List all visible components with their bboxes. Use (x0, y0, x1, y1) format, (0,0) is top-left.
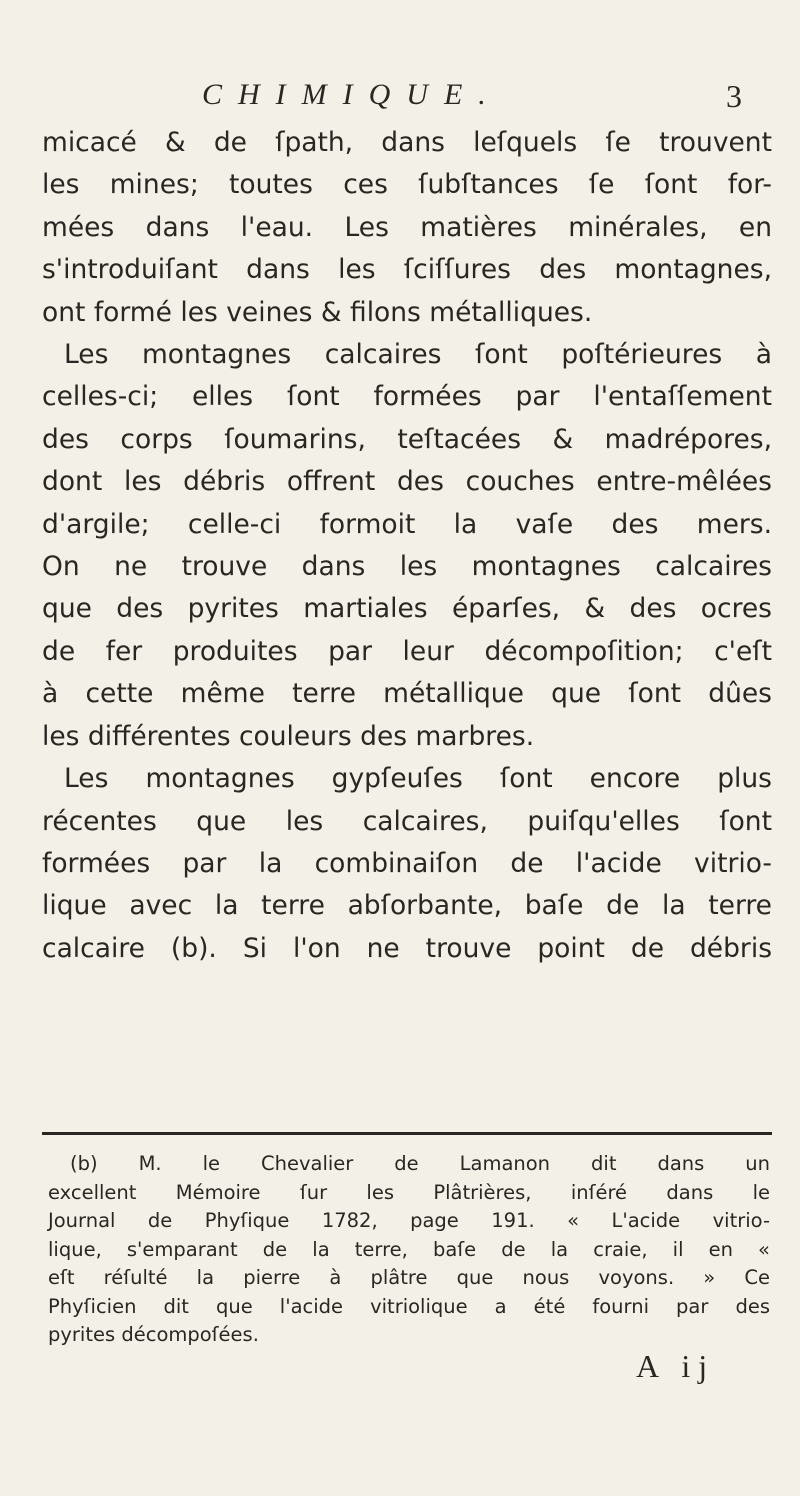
signature-mark: A ij (636, 1348, 716, 1384)
footnote-line: lique, s'emparant de la terre, baſe de la craie, il en « (48, 1237, 770, 1261)
page-number: 3 (726, 78, 742, 114)
body-line: mées dans l'eau. Les matières minérales, en (42, 211, 772, 243)
footnote-line: eſt réſulté la pierre à plâtre que nous voyons. » Ce (48, 1266, 770, 1289)
body-line: à cette même terre métallique que ſont dûes (42, 678, 772, 710)
footnote-divider (42, 1132, 772, 1135)
body-line: ont formé les veines & filons métalliques. (42, 296, 593, 328)
footnote-line: pyrites décompoſées. (48, 1323, 259, 1346)
body-line: calcaire (b). Si l'on ne trouve point de débris (42, 932, 772, 964)
body-line: récentes que les calcaires, puiſqu'elles ſont (42, 805, 772, 837)
body-line: celles-ci; elles ſont formées par l'entaſſement (42, 381, 772, 413)
body-line: micacé & de ſpath, dans leſquels ſe trouvent (42, 127, 772, 158)
body-line: que des pyrites martiales éparſes, & des ocres (42, 593, 772, 625)
body-line: lique avec la terre abſorbante, baſe de la terre (42, 890, 772, 922)
body-line: Les montagnes gypſeuſes ſont encore plus (64, 763, 772, 795)
body-line: d'argile; celle-ci formoit la vaſe des mers. (42, 508, 772, 540)
body-line: On ne trouve dans les montagnes calcaires (42, 551, 772, 583)
body-line: s'introduiſant dans les ſciſſures des montagnes, (42, 254, 772, 286)
body-line: formées par la combinaiſon de l'acide vitrio- (42, 847, 772, 879)
body-line: de fer produites par leur décompoſition; c'eſt (42, 635, 772, 667)
body-line: des corps ſoumarins, teſtacées & madrépores, (42, 423, 772, 455)
running-head (42, 78, 772, 118)
footnote (48, 1150, 770, 1350)
body-line: Les montagnes calcaires ſont poſtérieures à (64, 339, 772, 371)
footnote-line: excellent Mémoire ſur les Plâtrières, inſéré dans le (48, 1180, 770, 1204)
footnote-line: Phyſicien dit que l'acide vitriolique a été fourni par des (48, 1294, 770, 1318)
body-text (42, 122, 772, 970)
body-line: dont les débris offrent des couches entre-mêlées (42, 466, 772, 498)
body-line: les différentes couleurs des marbres. (42, 720, 535, 752)
running-title: CHIMIQUE. (202, 78, 502, 111)
footnote-line: Journal de Phyſique 1782, page 191. « L'acide vitrio- (48, 1209, 770, 1232)
body-line: les mines; toutes ces ſubſtances ſe ſont for- (42, 169, 772, 201)
footnote-line: (b) M. le Chevalier de Lamanon dit dans un (70, 1152, 770, 1175)
